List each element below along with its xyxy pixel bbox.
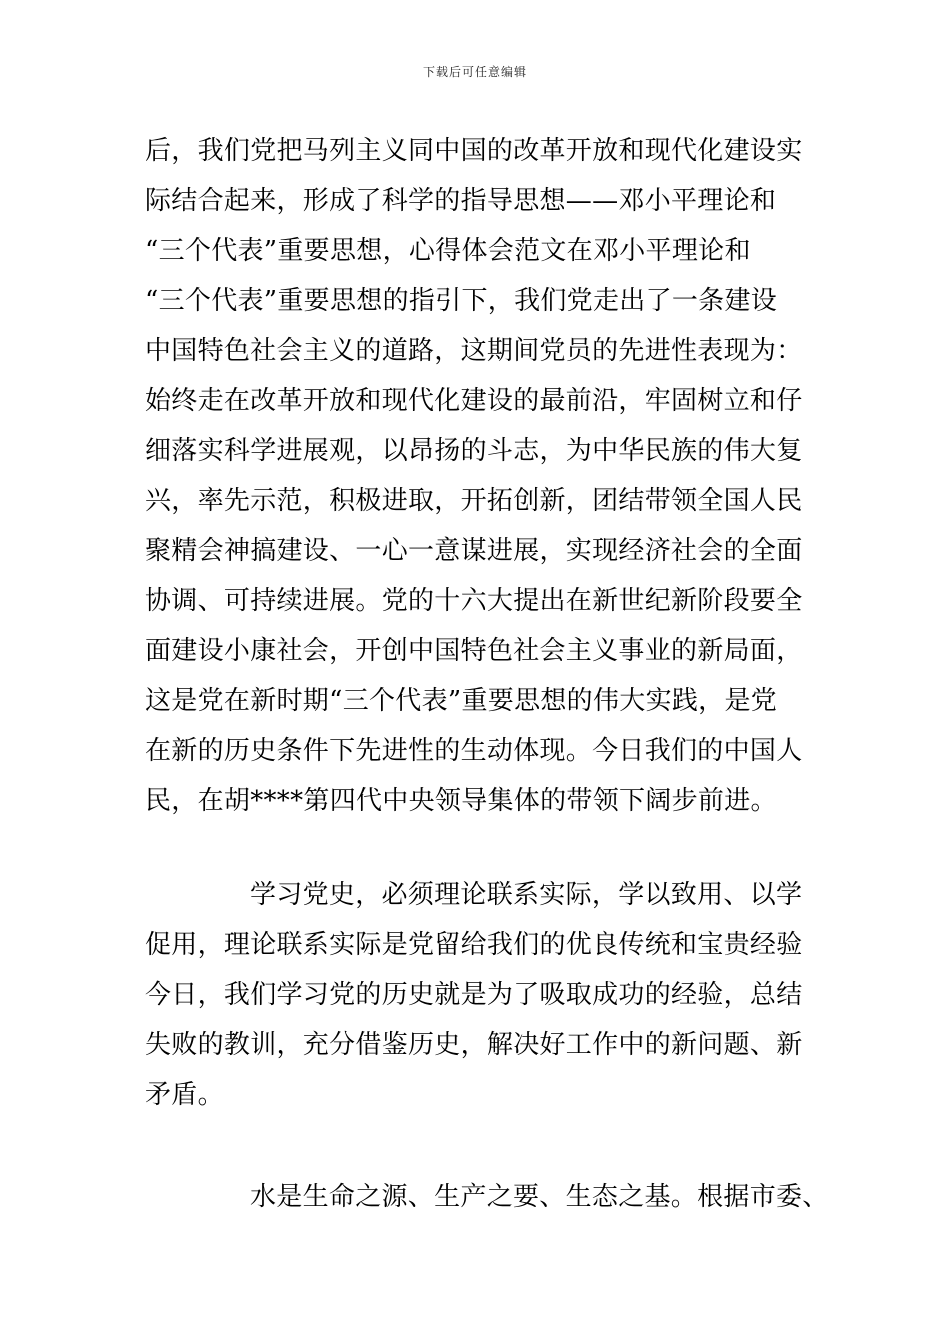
paragraph-1-line-4: “三个代表”重要思想的指引下，我们党走出了一条建设 xyxy=(145,286,778,316)
paragraph-1-line-12: 这是党在新时期“三个代表”重要思想的伟大实践，是党 xyxy=(145,686,778,716)
paragraph-2-line-3: 今日，我们学习党的历史就是为了吸取成功的经验，总结 xyxy=(145,980,803,1010)
paragraph-1-line-8: 兴，率先示范，积极进取，开拓创新，团结带领全国人民 xyxy=(145,486,803,516)
paragraph-1-line-3: “三个代表”重要思想，心得体会范文在邓小平理论和 xyxy=(145,236,751,266)
paragraph-1-line-11: 面建设小康社会，开创中国特色社会主义事业的新局面， xyxy=(145,636,803,666)
page-header: 下载后可任意编辑 xyxy=(422,65,527,79)
paragraph-1-line-10: 协调、可持续进展。党的十六大提出在新世纪新阶段要全 xyxy=(145,586,803,616)
paragraph-1-line-14: 民，在胡****第四代中央领导集体的带领下阔步前进。 xyxy=(145,786,777,816)
paragraph-2-line-4: 失败的教训，充分借鉴历史，解决好工作中的新问题、新 xyxy=(145,1030,803,1060)
paragraph-1-line-13: 在新的历史条件下先进性的生动体现。今日我们的中国人 xyxy=(145,736,803,766)
paragraph-1-line-6: 始终走在改革开放和现代化建设的最前沿，牢固树立和仔 xyxy=(145,386,803,416)
paragraph-2-line-1: 学习党史，必须理论联系实际，学以致用、以学 xyxy=(250,880,803,910)
paragraph-1-line-7: 细落实科学进展观，以昂扬的斗志，为中华民族的伟大复 xyxy=(145,436,803,466)
paragraph-1-line-9: 聚精会神搞建设、一心一意谋进展，实现经济社会的全面 xyxy=(145,536,803,566)
paragraph-2-line-5: 矛盾。 xyxy=(145,1080,224,1110)
paragraph-1-line-2: 际结合起来，形成了科学的指导思想——邓小平理论和 xyxy=(145,186,777,216)
paragraph-1-line-5: 中国特色社会主义的道路，这期间党员的先进性表现为： xyxy=(145,336,803,366)
paragraph-2-line-2: 促用，理论联系实际是党留给我们的优良传统和宝贵经验 xyxy=(145,930,803,960)
paragraph-3-line-1: 水是生命之源、生产之要、生态之基。根据市委、 xyxy=(250,1182,829,1212)
paragraph-1-line-1: 后，我们党把马列主义同中国的改革开放和现代化建设实 xyxy=(145,136,803,166)
